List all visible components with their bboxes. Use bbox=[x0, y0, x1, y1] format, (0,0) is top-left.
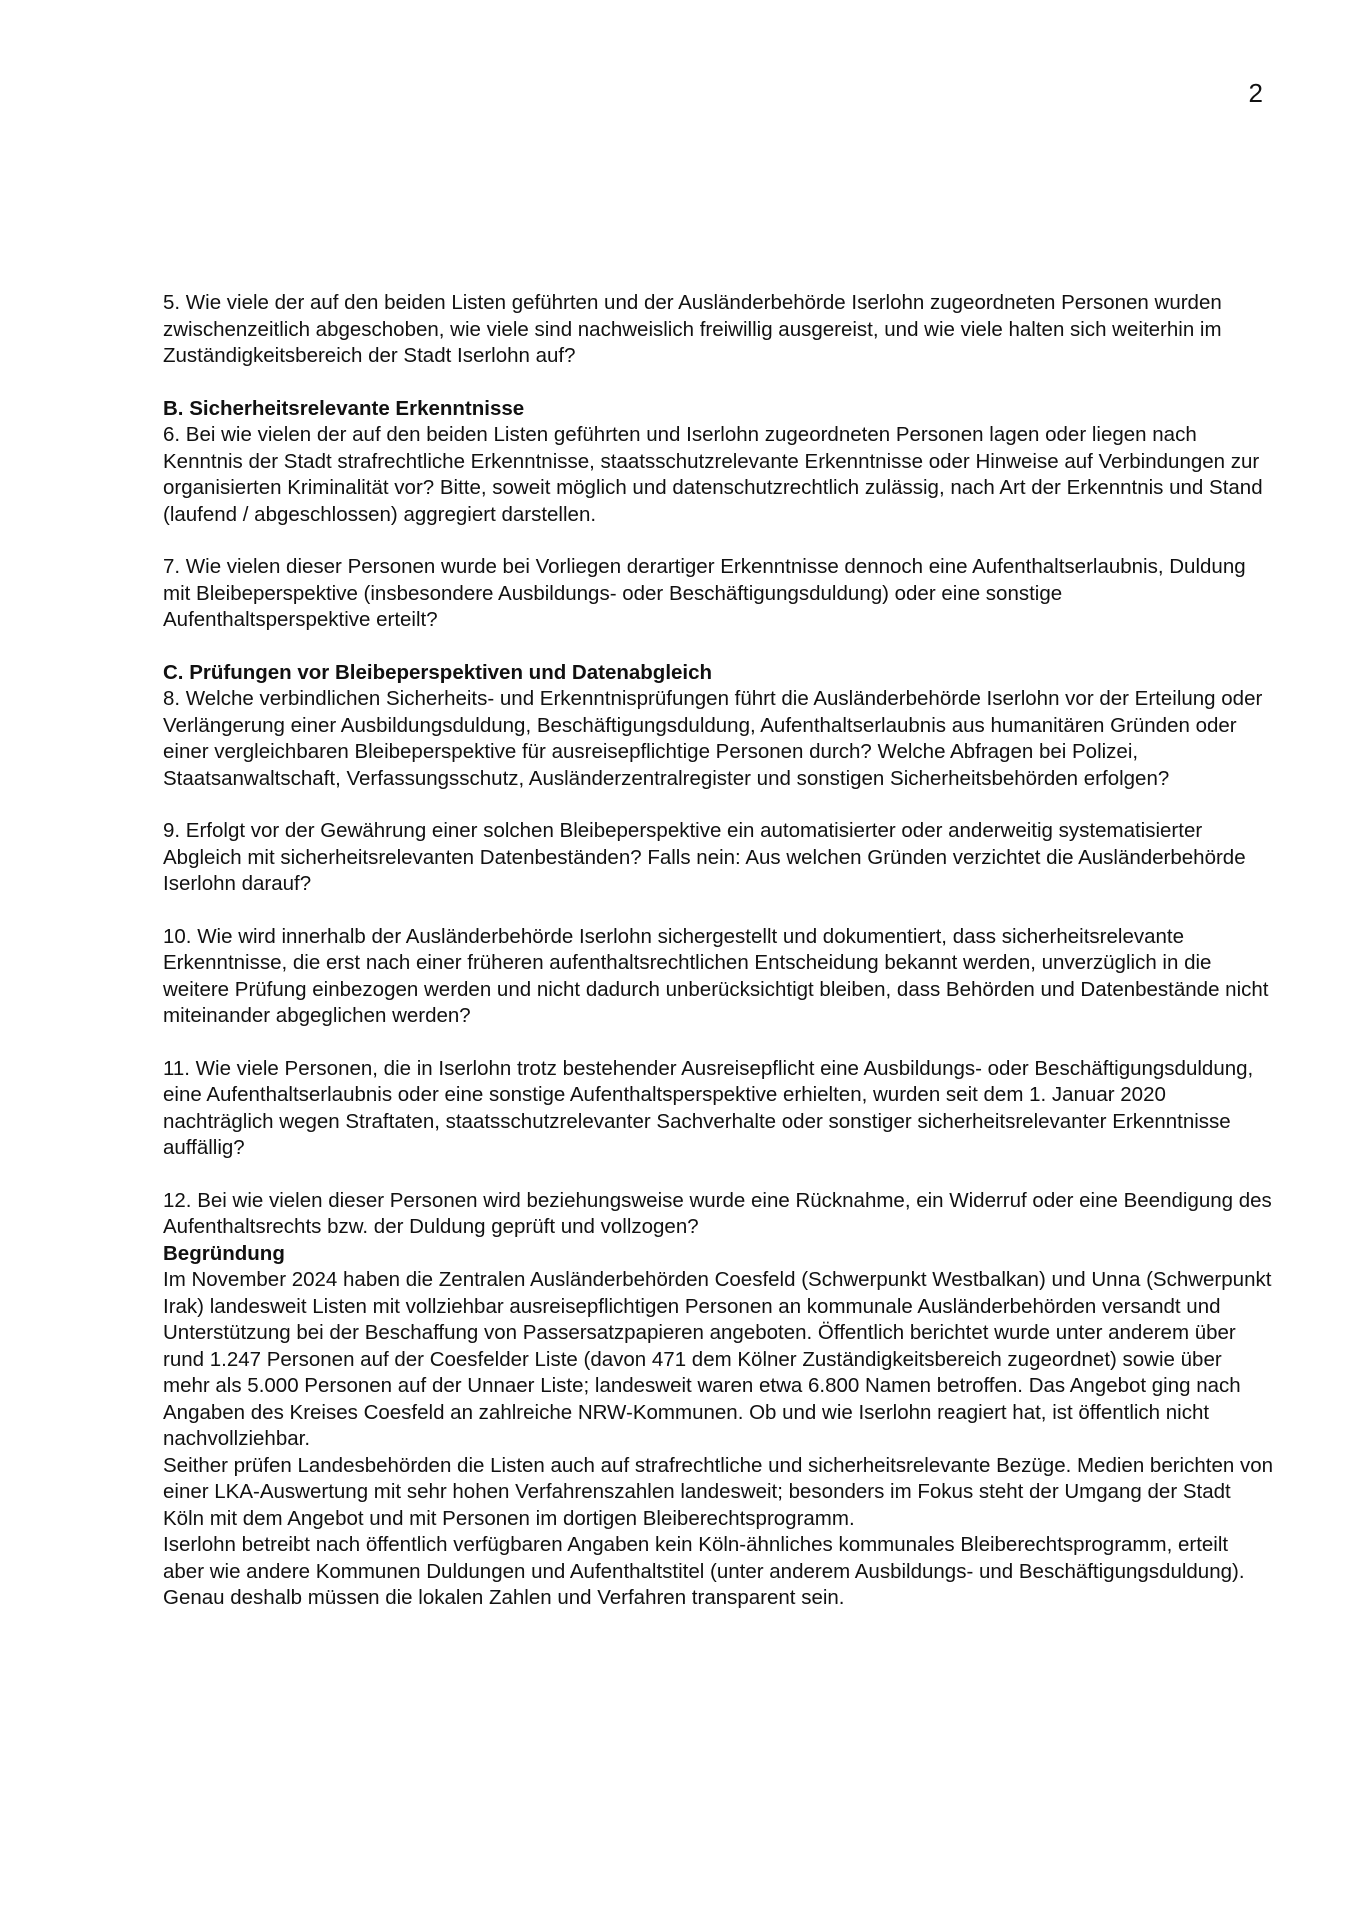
question-5: 5. Wie viele der auf den beiden Listen geführten und der Ausländerbehörde Iserlohn zugeordneten Personen wurden zwischenzeitlich abgeschoben, wie viele sind nachweislich freiwillig ausgereist, und wie viele halten sich weiterhin im Zuständigkeitsbereich der Stadt Iserlohn auf? bbox=[163, 291, 1222, 367]
section-b-heading: B. Sicherheitsrelevante Erkenntnisse bbox=[163, 396, 525, 420]
document-body bbox=[163, 290, 1273, 1612]
begruendung-heading: Begründung bbox=[163, 1241, 285, 1265]
question-6: 6. Bei wie vielen der auf den beiden Listen geführten und Iserlohn zugeordneten Personen lagen oder liegen nach Kenntnis der Stadt strafrechtliche Erkenntnisse, staatsschutzrelevante Erkenntnisse oder Hinweise auf Verbindungen zur organisierten Kriminalität vor? Bitte, soweit möglich und datenschutzrechtlich zulässig, nach Art der Erkenntnis und Stand (laufend / abgeschlossen) aggregiert darstellen. bbox=[163, 423, 1263, 526]
page-number: 2 bbox=[1248, 78, 1263, 108]
question-10: 10. Wie wird innerhalb der Ausländerbehörde Iserlohn sichergestellt und dokumentiert, dass sicherheitsrelevante Erkenntnisse, die erst nach einer früheren aufenthaltsrechtlichen Entscheidung bekannt werden, unverzüglich in die weitere Prüfung einbezogen werden und nicht dadurch unberücksichtigt bleiben, dass Behörden und Datenbestände nicht miteinander abgeglichen werden? bbox=[163, 924, 1269, 1027]
question-12: 12. Bei wie vielen dieser Personen wird beziehungsweise wurde eine Rücknahme, ein Widerruf oder eine Beendigung des Aufenthaltsrechts bzw. der Duldung geprüft und vollzogen? bbox=[163, 1188, 1272, 1238]
question-9: 9. Erfolgt vor der Gewährung einer solchen Bleibeperspektive ein automatisierter oder anderweitig systematisierter Abgleich mit sicherheitsrelevanten Datenbeständen? Falls nein: Aus welchen Gründen verzichtet die Ausländerbehörde Iserlohn darauf? bbox=[163, 819, 1246, 895]
begruendung-paragraph-1: Im November 2024 haben die Zentralen Ausländerbehörden Coesfeld (Schwerpunkt Westbalkan) und Unna (Schwerpunkt Irak) landesweit Listen mit vollziehbar ausreisepflichtigen Personen an kommunale Ausländerbehörden versandt und Unterstützung bei der Beschaffung von Passersatzpapieren angeboten. Öffentlich berichtet wurde unter anderem über rund 1.247 Personen auf der Coesfelder Liste (davon 471 dem Kölner Zuständigkeitsbereich zugeordnet) sowie über mehr als 5.000 Personen auf der Unnaer Liste; landesweit waren etwa 6.800 Namen betroffen. Das Angebot ging nach Angaben des Kreises Coesfeld an zahlreiche NRW-Kommunen. Ob und wie Iserlohn reagiert hat, ist öffentlich nicht nachvollziehbar. bbox=[163, 1268, 1272, 1450]
question-11: 11. Wie viele Personen, die in Iserlohn trotz bestehender Ausreisepflicht eine Ausbildungs- oder Beschäftigungsduldung, eine Aufenthaltserlaubnis oder eine sonstige Aufenthaltsperspektive erhielten, wurden seit dem 1. Januar 2020 nachträglich wegen Straftaten, staatsschutzrelevanter Sachverhalte oder sonstiger sicherheitsrelevanter Erkenntnisse auffällig? bbox=[163, 1056, 1254, 1159]
question-8: 8. Welche verbindlichen Sicherheits- und Erkenntnisprüfungen führt die Ausländerbehörde Iserlohn vor der Erteilung oder Verlängerung einer Ausbildungsduldung, Beschäftigungsduldung, Aufenthaltserlaubnis aus humanitären Gründen oder einer vergleichbaren Bleibeperspektive für ausreisepflichtige Personen durch? Welche Abfragen bei Polizei, Staatsanwaltschaft, Verfassungsschutz, Ausländerzentralregister und sonstigen Sicherheitsbehörden erfolgen? bbox=[163, 687, 1263, 790]
begruendung-paragraph-2: Seither prüfen Landesbehörden die Listen auch auf strafrechtliche und sicherheitsrelevante Bezüge. Medien berichten von einer LKA-Auswertung mit sehr hohen Verfahrenszahlen landesweit; besonders im Fokus steht der Umgang der Stadt Köln mit dem Angebot und mit Personen im dortigen Bleiberechtsprogramm. bbox=[163, 1453, 1273, 1530]
begruendung-paragraph-3: Iserlohn betreibt nach öffentlich verfügbaren Angaben kein Köln-ähnliches kommunales Bleiberechtsprogramm, erteilt aber wie andere Kommunen Duldungen und Aufenthaltstitel (unter anderem Ausbildungs- und Beschäftigungsduldung). Genau deshalb müssen die lokalen Zahlen und Verfahren transparent sein. bbox=[163, 1533, 1245, 1609]
question-7: 7. Wie vielen dieser Personen wurde bei Vorliegen derartiger Erkenntnisse dennoch eine Aufenthaltserlaubnis, Duldung mit Bleibeperspektive (insbesondere Ausbildungs- oder Beschäftigungsduldung) oder eine sonstige Aufenthaltsperspektive erteilt? bbox=[163, 555, 1246, 631]
section-c-heading: C. Prüfungen vor Bleibeperspektiven und Datenabgleich bbox=[163, 660, 713, 684]
